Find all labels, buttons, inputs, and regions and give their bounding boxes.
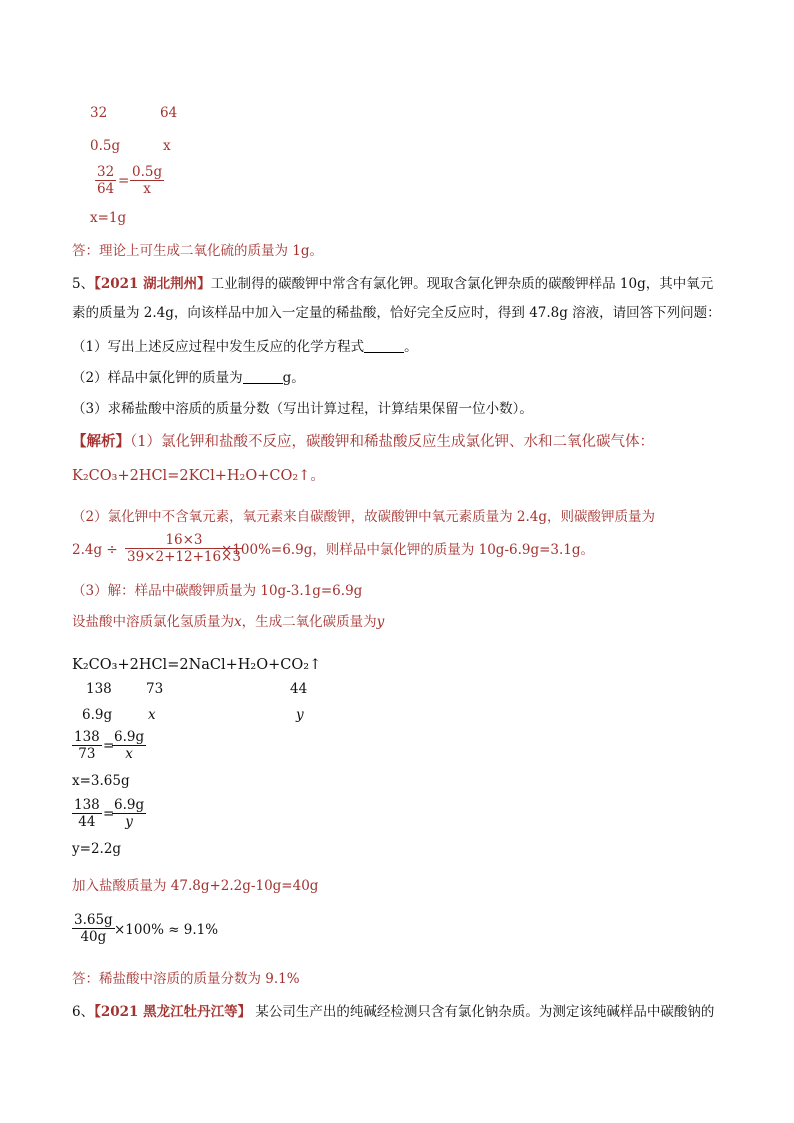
answer-part3: 答：稀盐酸中溶质的质量分数为 9.1%	[72, 971, 300, 987]
let-text-a: 设盐酸中溶质氯化氢质量为	[72, 614, 234, 630]
unknown-y: y	[296, 707, 304, 723]
fraction-denominator: 64	[97, 181, 115, 197]
calc-suffix: ×100%=6.9g，则样品中氯化钾的质量为 10g-6.9g=3.1g。	[221, 542, 595, 558]
subquestion-2-end: g。	[282, 370, 305, 386]
fraction-denominator: 73	[78, 746, 96, 762]
analysis-p1: （1）氯化钾和盐酸不反应，碳酸钾和稀盐酸反应生成氯化钾、水和二氧化碳气体：	[130, 434, 654, 450]
mass-ratio-32: 32	[90, 105, 108, 121]
subquestion-1-text: （1）写出上述反应过程中发生反应的化学方程式	[72, 339, 365, 355]
question-number: 6、	[72, 1004, 95, 1020]
subquestion-2-text: （2）样品中氯化钾的质量为	[72, 370, 243, 386]
equation-k2co3-kcl: K₂CO₃+2HCl=2KCl+H₂O+CO₂↑。	[72, 468, 325, 484]
equals-sign: =	[103, 738, 115, 754]
fraction-138-73	[72, 729, 102, 762]
fraction-numerator: 0.5g	[132, 164, 163, 180]
acid-mass: 加入盐酸质量为 47.8g+2.2g-10g=40g	[72, 878, 319, 894]
known-mass: 0.5g	[90, 138, 121, 154]
given-mass: 6.9g	[82, 707, 113, 723]
fraction-numerator: 138	[74, 797, 100, 813]
fraction-32-64	[95, 164, 116, 197]
molar-mass-138: 138	[86, 681, 112, 697]
analysis-line1	[72, 432, 654, 452]
let-text-b: ，生成二氧化碳质量为	[241, 614, 377, 630]
subquestion-2	[72, 369, 305, 387]
subquestion-3: （3）求稀盐酸中溶质的质量分数（写出计算过程，计算结果保留一位小数）。	[72, 401, 533, 417]
fraction-denominator: 44	[78, 814, 96, 830]
equation-k2co3-hcl: K₂CO₃+2HCl=2NaCl+H₂O+CO₂↑	[72, 657, 322, 673]
question-5-line2: 素的质量为 2.4g，向该样品中加入一定量的稀盐酸，恰好完全反应时，得到 47.8g 溶液，请回答下列问题：	[72, 305, 721, 321]
analysis-tag: 【解析】	[72, 433, 130, 450]
fraction-numerator: 3.65g	[74, 912, 113, 928]
fraction-numerator: 32	[97, 164, 115, 180]
question-stem: 某公司生产出的纯碱经检测只含有氯化钠杂质。为测定该纯碱样品中碳酸钠的	[251, 1004, 715, 1020]
result-x: x=1g	[90, 210, 127, 226]
analysis-p3: （3）解：样品中碳酸钾质量为 10g-3.1g=6.9g	[72, 583, 363, 599]
percentage-result: ×100% ≈ 9.1%	[114, 922, 219, 938]
fraction-percentage	[72, 912, 115, 945]
fraction-05g-x	[130, 164, 164, 197]
answer-blank	[364, 340, 404, 353]
equals-sign: =	[103, 806, 115, 822]
calc-prefix: 2.4g ÷	[72, 542, 118, 558]
let-variables	[72, 613, 384, 631]
molar-mass-44: 44	[290, 681, 308, 697]
fraction-numerator: 16×3	[125, 532, 243, 549]
question-source-tag: 【2021 湖北荆州】	[94, 276, 211, 292]
variable-x: x	[234, 614, 242, 630]
molar-mass-73: 73	[146, 681, 164, 697]
answer-blank	[243, 371, 283, 384]
fraction-138-44	[72, 797, 102, 830]
unknown-x: x	[148, 707, 156, 723]
fraction-numerator: 6.9g	[114, 729, 145, 745]
question-number: 5、	[72, 276, 95, 292]
fraction-denominator: 39×2+12+16×3	[127, 549, 241, 565]
question-source-tag: 【2021 黑龙江牡丹江等】	[94, 1004, 252, 1020]
question-stem: 工业制得的碳酸钾中常含有氯化钾。现取含氯化钾杂质的碳酸钾样品 10g，其中氧元	[210, 276, 714, 292]
question-6-line1	[72, 1003, 714, 1021]
variable-y: y	[376, 614, 385, 630]
subquestion-1	[72, 338, 418, 356]
result-y: y=2.2g	[72, 841, 122, 857]
fraction-denominator: 40g	[80, 929, 107, 945]
answer-part1: 答：理论上可生成二氧化硫的质量为 1g。	[72, 243, 324, 259]
fraction-numerator: 138	[74, 729, 100, 745]
subquestion-1-end: 。	[404, 339, 418, 355]
equals-sign: =	[118, 173, 130, 189]
result-x: x=3.65g	[72, 773, 130, 789]
fraction-69g-x	[112, 729, 146, 762]
fraction-denominator: x	[143, 181, 151, 197]
fraction-denominator: x	[125, 746, 133, 762]
analysis-p2: （2）氯化钾中不含氧元素，氧元素来自碳酸钾，故碳酸钾中氧元素质量为 2.4g，则碳酸钾质量为	[72, 509, 655, 525]
fraction-numerator: 6.9g	[114, 797, 145, 813]
mass-ratio-64: 64	[160, 105, 178, 121]
question-5-line1	[72, 275, 713, 293]
fraction-69g-y	[112, 797, 146, 830]
fraction-denominator: y	[125, 814, 133, 830]
unknown-x: x	[163, 138, 171, 154]
